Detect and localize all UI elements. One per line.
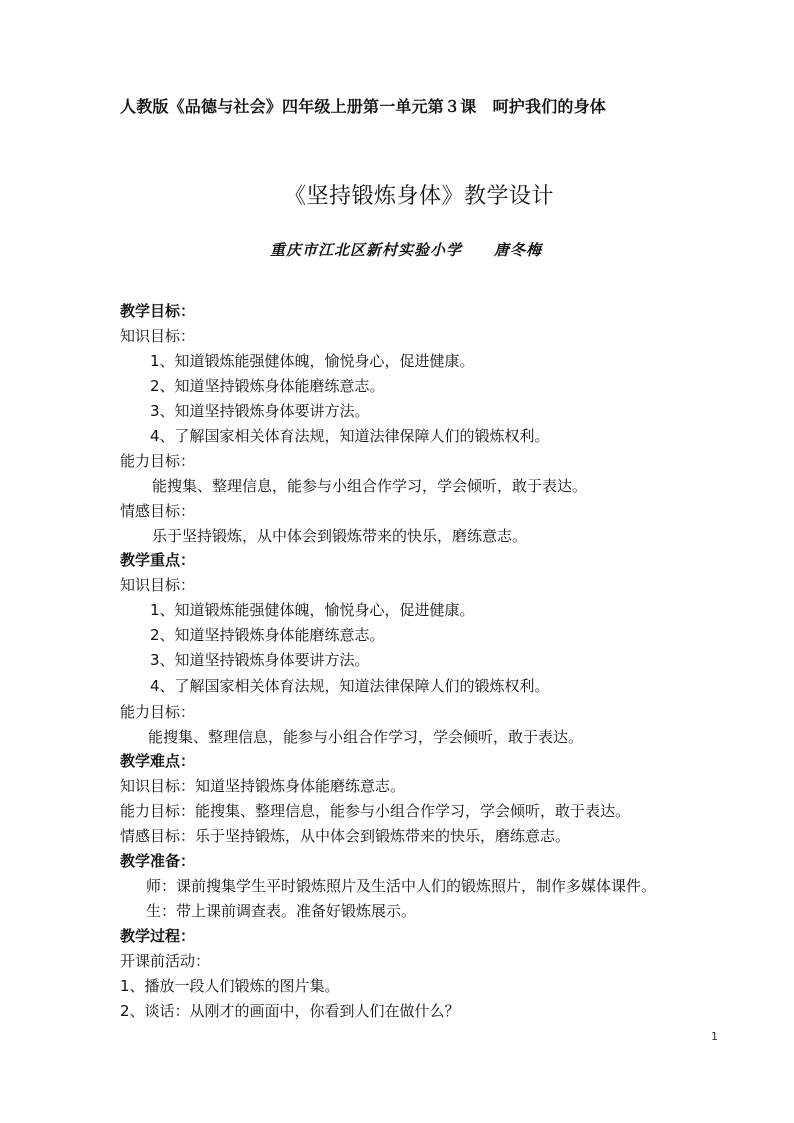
subheading-ability: 能力目标： (120, 703, 196, 721)
list-item: 3、知道坚持锻炼身体要讲方法。 (150, 651, 370, 669)
list-item: 4、了解国家相关体育法规，知道法律保障人们的锻炼权利。 (150, 677, 550, 695)
page-number: 1 (711, 1030, 718, 1043)
subheading-emotion: 情感目标： (120, 502, 196, 520)
section-heading-process: 教学过程： (120, 927, 196, 945)
document-header: 人教版《品德与社会》四年级上册第一单元第３课 呵护我们的身体 (120, 97, 607, 116)
section-heading-objectives: 教学目标： (120, 302, 196, 320)
list-item: 1、播放一段人们锻炼的图片集。 (120, 977, 340, 995)
subheading-knowledge: 知识目标： (120, 576, 196, 594)
paragraph: 情感目标：乐于坚持锻炼，从中体会到锻炼带来的快乐，磨练意志。 (120, 827, 571, 845)
paragraph: 能力目标：能搜集、整理信息，能参与小组合作学习，学会倾听，敢于表达。 (120, 802, 631, 820)
list-item: 2、知道坚持锻炼身体能磨练意志。 (150, 377, 385, 395)
list-item: 2、谈话：从刚才的画面中，你看到人们在做什么？ (120, 1002, 460, 1020)
subheading-ability: 能力目标： (120, 452, 196, 470)
paragraph: 乐于坚持锻炼，从中体会到锻炼带来的快乐，磨练意志。 (152, 527, 528, 545)
list-item: 4、了解国家相关体育法规，知道法律保障人们的锻炼权利。 (150, 427, 550, 445)
paragraph: 能搜集、整理信息，能参与小组合作学习，学会倾听，敢于表达。 (152, 477, 588, 495)
subheading-pre-class: 开课前活动： (120, 952, 211, 970)
list-item: 1、知道锻炼能强健体魄，愉悦身心，促进健康。 (150, 601, 475, 619)
document-title: 《坚持锻炼身体》教学设计 (284, 184, 555, 209)
paragraph: 知识目标：知道坚持锻炼身体能磨练意志。 (120, 777, 406, 795)
paragraph: 生：带上课前调查表。准备好锻炼展示。 (146, 902, 417, 920)
list-item: 2、知道坚持锻炼身体能磨练意志。 (150, 626, 385, 644)
paragraph: 能搜集、整理信息，能参与小组合作学习，学会倾听，敢于表达。 (148, 728, 584, 746)
section-heading-key-points: 教学重点： (120, 551, 196, 569)
document-author: 重庆市江北区新村实验小学 唐冬梅 (270, 241, 543, 259)
list-item: 1、知道锻炼能强健体魄，愉悦身心，促进健康。 (150, 352, 475, 370)
section-heading-preparation: 教学准备： (120, 852, 196, 870)
subheading-knowledge: 知识目标： (120, 327, 196, 345)
section-heading-difficulties: 教学难点： (120, 752, 196, 770)
paragraph: 师：课前搜集学生平时锻炼照片及生活中人们的锻炼照片，制作多媒体课件。 (146, 877, 657, 895)
list-item: 3、知道坚持锻炼身体要讲方法。 (150, 402, 370, 420)
